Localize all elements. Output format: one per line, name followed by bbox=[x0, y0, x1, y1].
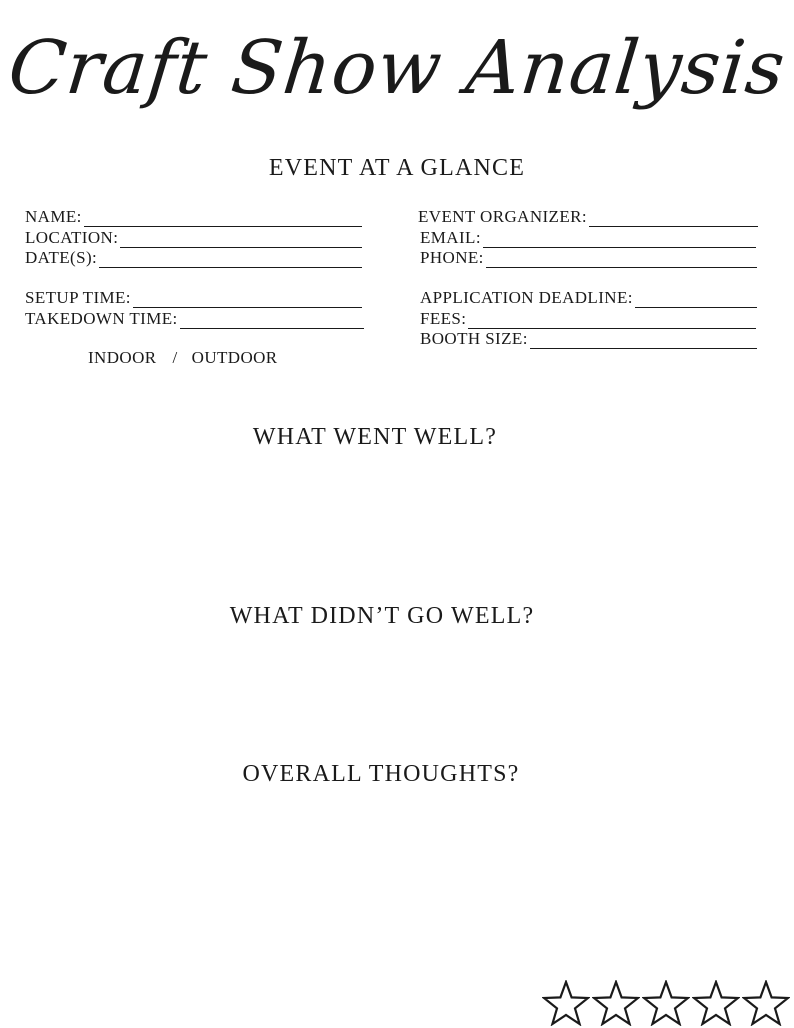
overall-thoughts-heading: OVERALL THOUGHTS? bbox=[242, 761, 520, 787]
indoor-option[interactable]: INDOOR bbox=[88, 348, 157, 367]
application-deadline-label: APPLICATION DEADLINE: bbox=[420, 288, 633, 307]
phone-line[interactable] bbox=[486, 252, 757, 268]
setup-time-field[interactable] bbox=[25, 288, 362, 308]
star-rating bbox=[542, 980, 790, 1026]
venue-separator: / bbox=[172, 348, 178, 367]
application-deadline-line[interactable] bbox=[635, 292, 757, 308]
location-line[interactable] bbox=[120, 232, 362, 248]
setup-time-label: SETUP TIME: bbox=[25, 288, 131, 307]
booth-size-field[interactable] bbox=[420, 329, 757, 349]
event-organizer-field[interactable] bbox=[418, 207, 758, 227]
takedown-time-label: TAKEDOWN TIME: bbox=[25, 309, 178, 328]
event-organizer-label: EVENT ORGANIZER: bbox=[418, 207, 587, 226]
venue-options bbox=[88, 348, 278, 368]
what-went-well-heading: WHAT WENT WELL? bbox=[252, 424, 498, 450]
name-field[interactable] bbox=[25, 207, 362, 227]
dates-field[interactable] bbox=[25, 248, 362, 268]
location-field[interactable] bbox=[25, 228, 362, 248]
outdoor-option[interactable]: OUTDOOR bbox=[191, 348, 278, 367]
star-outline-icon[interactable] bbox=[742, 980, 790, 1026]
name-label: NAME: bbox=[25, 207, 82, 226]
star-outline-icon[interactable] bbox=[542, 980, 590, 1026]
fees-line[interactable] bbox=[468, 313, 756, 329]
fees-field[interactable] bbox=[420, 309, 756, 329]
email-field[interactable] bbox=[420, 228, 756, 248]
location-label: LOCATION: bbox=[25, 228, 119, 247]
name-line[interactable] bbox=[84, 211, 362, 227]
event-at-a-glance-heading: EVENT AT A GLANCE bbox=[268, 155, 526, 181]
star-outline-icon[interactable] bbox=[592, 980, 640, 1026]
booth-size-line[interactable] bbox=[530, 333, 757, 349]
event-organizer-line[interactable] bbox=[589, 211, 758, 227]
dates-label: DATE(S): bbox=[25, 248, 98, 267]
page-title: Craft Show Analysis bbox=[4, 25, 790, 111]
email-line[interactable] bbox=[483, 232, 756, 248]
booth-size-label: BOOTH SIZE: bbox=[420, 329, 528, 348]
email-label: EMAIL: bbox=[420, 228, 481, 247]
takedown-time-line[interactable] bbox=[180, 313, 364, 329]
what-didnt-go-well-heading: WHAT DIDN’T GO WELL? bbox=[229, 603, 535, 629]
setup-time-line[interactable] bbox=[133, 292, 362, 308]
phone-field[interactable] bbox=[420, 248, 757, 268]
star-outline-icon[interactable] bbox=[642, 980, 690, 1026]
phone-label: PHONE: bbox=[420, 248, 484, 267]
fees-label: FEES: bbox=[420, 309, 467, 328]
dates-line[interactable] bbox=[99, 252, 362, 268]
star-outline-icon[interactable] bbox=[692, 980, 740, 1026]
takedown-time-field[interactable] bbox=[25, 309, 364, 329]
application-deadline-field[interactable] bbox=[420, 288, 757, 308]
